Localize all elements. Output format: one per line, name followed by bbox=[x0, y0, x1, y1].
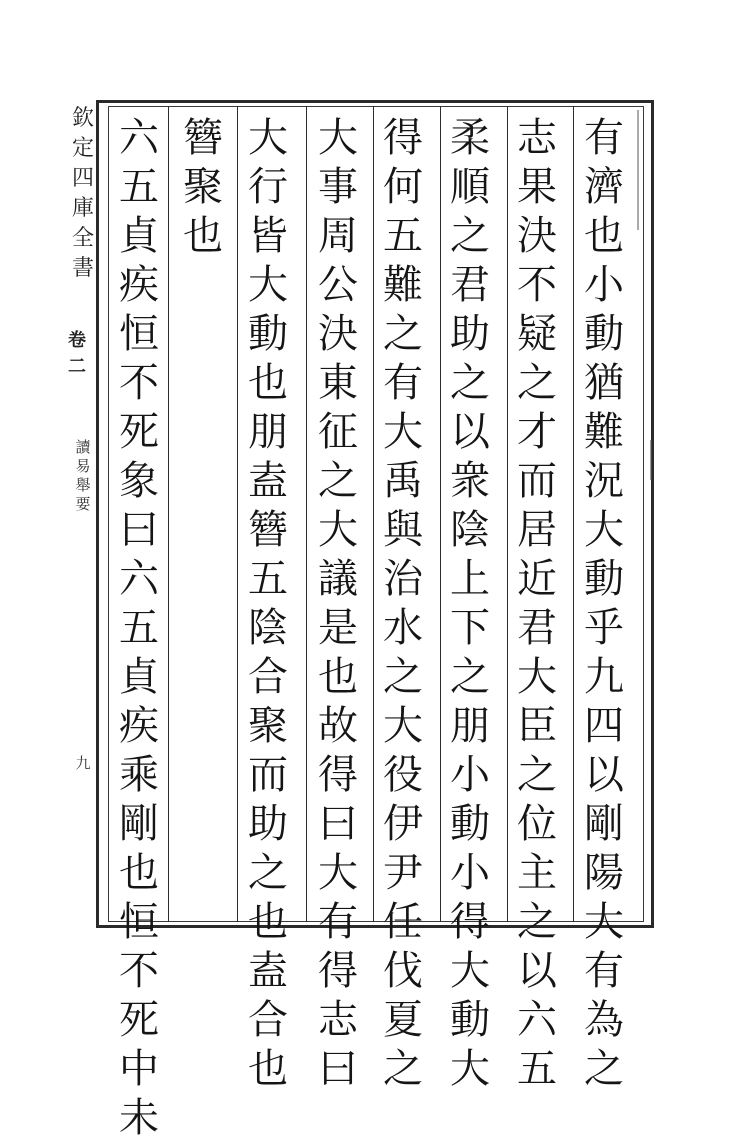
text-char: 而 bbox=[248, 752, 288, 798]
subtitle bbox=[75, 438, 90, 514]
text-char: 簪 bbox=[248, 507, 288, 553]
text-char: 動 bbox=[584, 311, 624, 357]
text-char: 位 bbox=[517, 801, 557, 847]
text-char: 聚 bbox=[248, 703, 288, 749]
text-char: 大 bbox=[450, 1046, 490, 1092]
text-char: 之 bbox=[517, 899, 557, 945]
text-column-6 bbox=[239, 114, 297, 1094]
text-char: 近 bbox=[517, 556, 557, 602]
text-char: 不 bbox=[119, 360, 159, 406]
text-char: 難 bbox=[383, 262, 423, 308]
text-char: 朋 bbox=[450, 703, 490, 749]
text-char: 事 bbox=[318, 164, 358, 210]
text-char: 臣 bbox=[517, 703, 557, 749]
text-char: 大 bbox=[248, 262, 288, 308]
text-char: 決 bbox=[517, 213, 557, 259]
text-char: 得 bbox=[450, 899, 490, 945]
text-char: 象 bbox=[119, 458, 159, 504]
text-char: 才 bbox=[517, 409, 557, 455]
text-column-3 bbox=[441, 114, 499, 1094]
text-char: 伊 bbox=[383, 801, 423, 847]
text-char: 大 bbox=[318, 115, 358, 161]
text-char: 況 bbox=[584, 458, 624, 504]
text-char: 五 bbox=[517, 1046, 557, 1092]
text-char: 之 bbox=[383, 654, 423, 700]
text-char: 夏 bbox=[383, 997, 423, 1043]
text-char: 大 bbox=[383, 409, 423, 455]
text-char: 而 bbox=[517, 458, 557, 504]
text-char: 大 bbox=[318, 850, 358, 896]
edge-mark bbox=[637, 110, 639, 230]
text-char: 大 bbox=[383, 703, 423, 749]
title-char: 四 bbox=[71, 166, 94, 191]
text-char: 順 bbox=[450, 164, 490, 210]
text-column-7 bbox=[174, 114, 232, 261]
text-char: 剛 bbox=[584, 801, 624, 847]
text-char: 故 bbox=[318, 703, 358, 749]
text-column-1 bbox=[575, 114, 633, 1094]
text-char: 大 bbox=[584, 899, 624, 945]
text-char: 大 bbox=[248, 115, 288, 161]
text-char: 是 bbox=[318, 605, 358, 651]
text-char: 柔 bbox=[450, 115, 490, 161]
text-char: 君 bbox=[517, 605, 557, 651]
text-char: 之 bbox=[450, 213, 490, 259]
text-char: 不 bbox=[119, 948, 159, 994]
text-char: 之 bbox=[383, 1046, 423, 1092]
text-char: 四 bbox=[584, 703, 624, 749]
text-char: 合 bbox=[248, 997, 288, 1043]
text-char: 上 bbox=[450, 556, 490, 602]
text-char: 疑 bbox=[517, 311, 557, 357]
text-char: 聚 bbox=[183, 164, 223, 210]
text-char: 曰 bbox=[318, 801, 358, 847]
text-char: 貞 bbox=[119, 213, 159, 259]
text-char: 得 bbox=[383, 115, 423, 161]
text-char: 五 bbox=[119, 605, 159, 651]
title-char: 全 bbox=[71, 226, 94, 251]
margin-spine bbox=[68, 104, 98, 924]
text-char: 小 bbox=[450, 752, 490, 798]
title-char: 欽 bbox=[71, 106, 94, 131]
text-char: 動 bbox=[450, 801, 490, 847]
text-char: 之 bbox=[318, 458, 358, 504]
text-char: 也 bbox=[248, 360, 288, 406]
text-char: 陽 bbox=[584, 850, 624, 896]
text-char: 濟 bbox=[584, 164, 624, 210]
text-char: 大 bbox=[318, 507, 358, 553]
text-column-5 bbox=[309, 114, 367, 1094]
text-char: 大 bbox=[584, 507, 624, 553]
text-char: 恒 bbox=[119, 311, 159, 357]
text-char: 君 bbox=[450, 262, 490, 308]
text-column-2 bbox=[508, 114, 566, 1094]
text-char: 議 bbox=[318, 556, 358, 602]
text-char: 動 bbox=[584, 556, 624, 602]
text-char: 有 bbox=[318, 899, 358, 945]
text-char: 以 bbox=[584, 752, 624, 798]
text-char: 志 bbox=[318, 997, 358, 1043]
text-char: 小 bbox=[584, 262, 624, 308]
text-char: 尹 bbox=[383, 850, 423, 896]
text-char: 也 bbox=[183, 213, 223, 259]
text-char: 有 bbox=[584, 948, 624, 994]
text-char: 行 bbox=[248, 164, 288, 210]
subtitle-char: 易 bbox=[75, 457, 91, 475]
text-char: 之 bbox=[517, 360, 557, 406]
text-char: 得 bbox=[318, 948, 358, 994]
text-char: 難 bbox=[584, 409, 624, 455]
text-char: 征 bbox=[318, 409, 358, 455]
text-char: 合 bbox=[248, 654, 288, 700]
title-char: 定 bbox=[71, 136, 94, 161]
text-char: 也 bbox=[584, 213, 624, 259]
text-char: 陰 bbox=[450, 507, 490, 553]
page-number bbox=[75, 754, 90, 772]
text-char: 六 bbox=[517, 997, 557, 1043]
text-char: 以 bbox=[517, 948, 557, 994]
text-char: 猶 bbox=[584, 360, 624, 406]
text-char: 曰 bbox=[119, 507, 159, 553]
text-char: 之 bbox=[383, 311, 423, 357]
text-char: 疾 bbox=[119, 703, 159, 749]
subtitle-char: 舉 bbox=[75, 476, 91, 494]
text-char: 決 bbox=[318, 311, 358, 357]
text-column-4 bbox=[374, 114, 432, 1094]
text-char: 之 bbox=[450, 654, 490, 700]
text-char: 小 bbox=[450, 850, 490, 896]
text-char: 與 bbox=[383, 507, 423, 553]
text-char: 死 bbox=[119, 409, 159, 455]
text-char: 五 bbox=[383, 213, 423, 259]
text-char: 衆 bbox=[450, 458, 490, 504]
text-char: 志 bbox=[517, 115, 557, 161]
text-char: 助 bbox=[450, 311, 490, 357]
text-char: 疾 bbox=[119, 262, 159, 308]
text-char: 何 bbox=[383, 164, 423, 210]
text-char: 陰 bbox=[248, 605, 288, 651]
text-char: 剛 bbox=[119, 801, 159, 847]
text-char: 也 bbox=[318, 654, 358, 700]
text-char: 果 bbox=[517, 164, 557, 210]
text-char: 有 bbox=[383, 360, 423, 406]
title-char: 庫 bbox=[71, 196, 94, 221]
text-char: 不 bbox=[517, 262, 557, 308]
text-char: 東 bbox=[318, 360, 358, 406]
text-char: 九 bbox=[584, 654, 624, 700]
text-char: 禹 bbox=[383, 458, 423, 504]
text-char: 大 bbox=[450, 948, 490, 994]
text-char: 也 bbox=[248, 899, 288, 945]
text-char: 主 bbox=[517, 850, 557, 896]
text-char: 中 bbox=[119, 1046, 159, 1092]
text-char: 任 bbox=[383, 899, 423, 945]
text-char: 之 bbox=[584, 1046, 624, 1092]
book-title bbox=[72, 104, 94, 284]
text-char: 五 bbox=[248, 556, 288, 602]
text-char: 盍 bbox=[248, 948, 288, 994]
text-char: 皆 bbox=[248, 213, 288, 259]
text-char: 六 bbox=[119, 556, 159, 602]
title-char: 書 bbox=[71, 256, 94, 281]
text-char: 恒 bbox=[119, 899, 159, 945]
text-char: 六 bbox=[119, 115, 159, 161]
text-char: 以 bbox=[450, 409, 490, 455]
juan-number: 卷二 bbox=[68, 330, 86, 377]
text-char: 伐 bbox=[383, 948, 423, 994]
text-char: 乘 bbox=[119, 752, 159, 798]
text-char: 公 bbox=[318, 262, 358, 308]
subtitle-char: 讀 bbox=[75, 438, 91, 456]
text-char: 為 bbox=[584, 997, 624, 1043]
column-rule bbox=[573, 106, 574, 922]
text-char: 水 bbox=[383, 605, 423, 651]
text-char: 五 bbox=[119, 164, 159, 210]
text-char: 簪 bbox=[183, 115, 223, 161]
edge-mark bbox=[650, 440, 652, 480]
text-char: 有 bbox=[584, 115, 624, 161]
text-char: 未 bbox=[119, 1095, 159, 1141]
column-rule bbox=[168, 106, 169, 922]
text-char: 也 bbox=[119, 850, 159, 896]
text-char: 盍 bbox=[248, 458, 288, 504]
text-char: 動 bbox=[450, 997, 490, 1043]
text-char: 死 bbox=[119, 997, 159, 1043]
text-char: 也 bbox=[248, 1046, 288, 1092]
text-char: 居 bbox=[517, 507, 557, 553]
text-char: 得 bbox=[318, 752, 358, 798]
text-char: 曰 bbox=[318, 1046, 358, 1092]
column-rule bbox=[237, 106, 238, 922]
text-char: 下 bbox=[450, 605, 490, 651]
text-char: 動 bbox=[248, 311, 288, 357]
text-char: 大 bbox=[517, 654, 557, 700]
page-number-char: 九 bbox=[75, 754, 91, 772]
text-char: 之 bbox=[248, 850, 288, 896]
text-char: 之 bbox=[517, 752, 557, 798]
text-char: 之 bbox=[450, 360, 490, 406]
text-column-8 bbox=[110, 114, 168, 1143]
text-char: 乎 bbox=[584, 605, 624, 651]
text-char: 助 bbox=[248, 801, 288, 847]
text-char: 役 bbox=[383, 752, 423, 798]
subtitle-char: 要 bbox=[75, 495, 91, 513]
text-char: 朋 bbox=[248, 409, 288, 455]
text-char: 周 bbox=[318, 213, 358, 259]
text-char: 治 bbox=[383, 556, 423, 602]
column-rule bbox=[306, 106, 307, 922]
text-char: 貞 bbox=[119, 654, 159, 700]
